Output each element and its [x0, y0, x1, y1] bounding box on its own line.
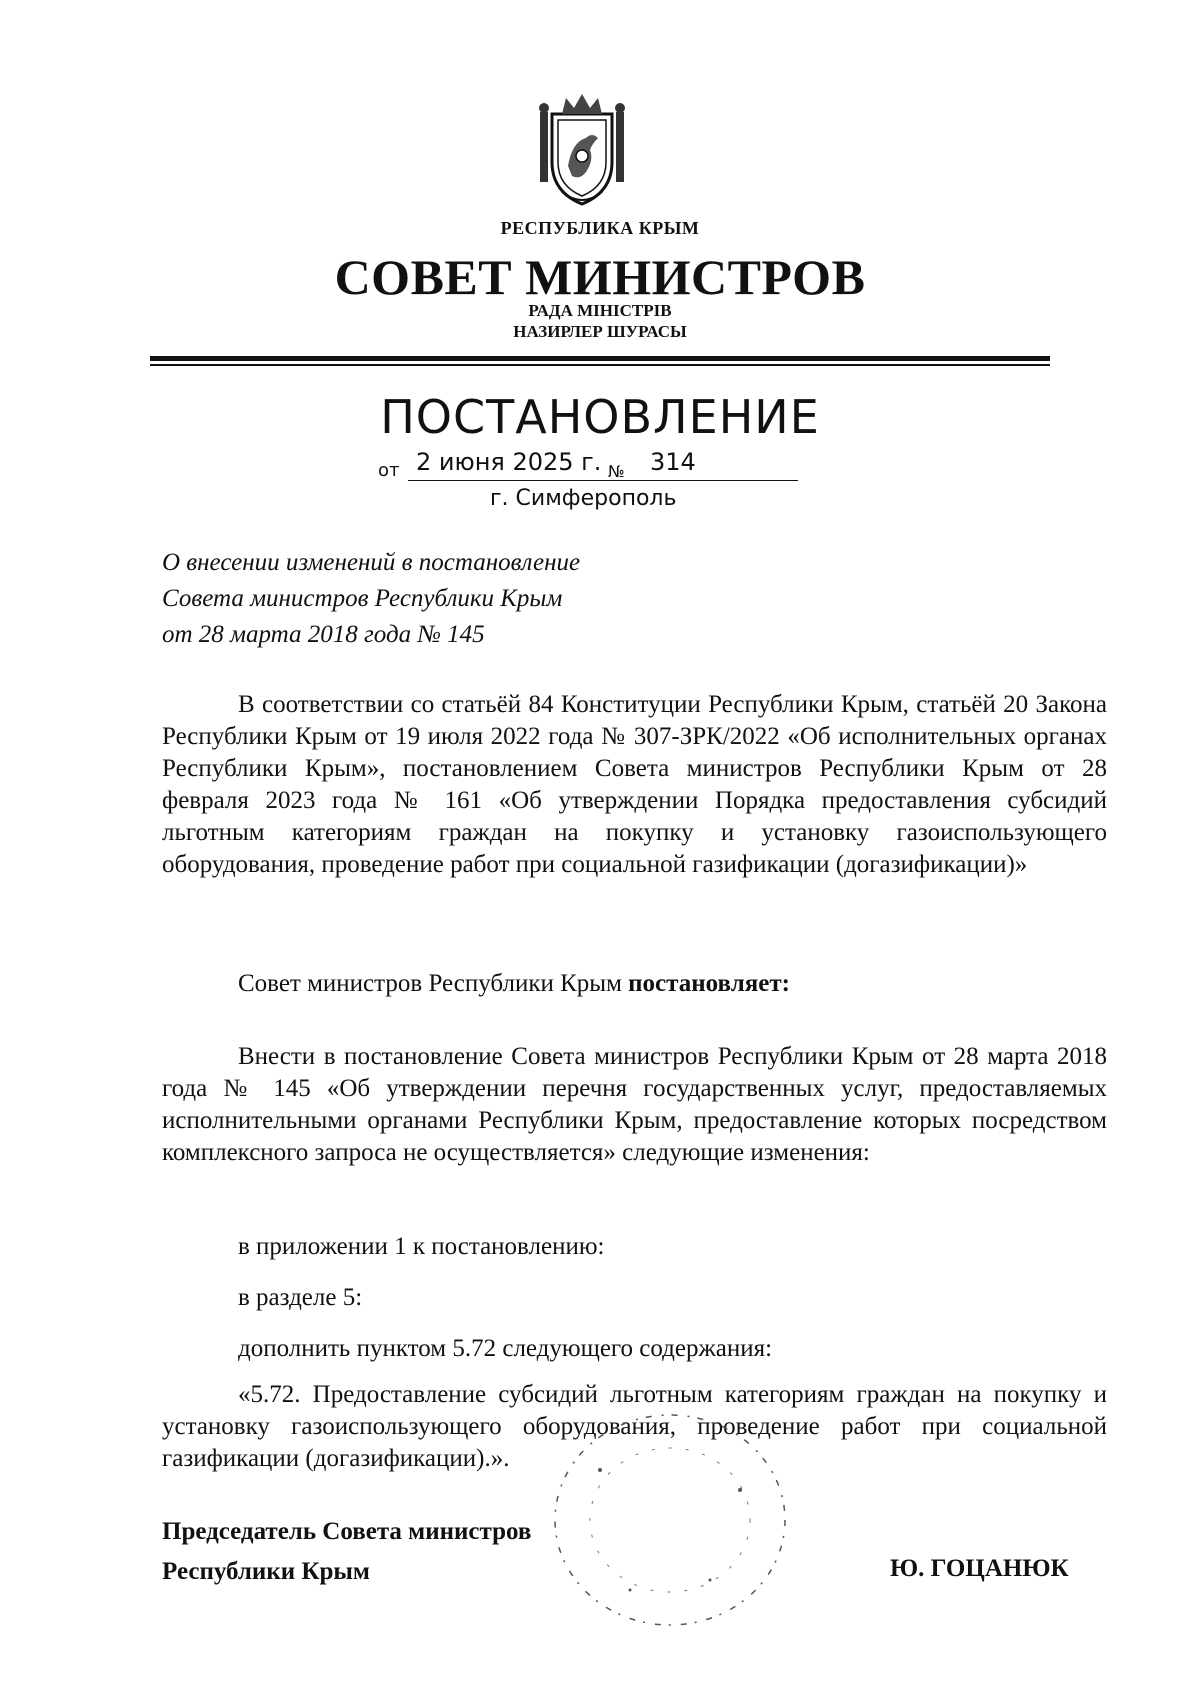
decree-city: г. Симферополь: [490, 486, 677, 511]
date-underline: [408, 480, 798, 481]
subject-line-3: от 28 марта 2018 года № 145: [162, 621, 485, 648]
council-name-crimean-tatar: НАЗИРЛЕР ШУРАСЫ: [513, 322, 687, 341]
signatory-name: Ю. ГОЦАНЮК: [890, 1555, 1069, 1582]
amendment-item-section: в разделе 5:: [238, 1284, 363, 1311]
resolves-keyword: постановляет:: [628, 970, 790, 997]
date-prefix: от: [378, 460, 400, 481]
council-name-ukrainian: РАДА МІНІСТРІВ: [528, 301, 672, 320]
amendment-item-annex: в приложении 1 к постановлению:: [238, 1233, 605, 1260]
signatory-position-line-1: Председатель Совета министров: [162, 1518, 532, 1545]
amendment-text: Внести в постановление Совета министров Республики Крым от 28 марта 2018 года № 145 «Об утверждении перечня государственных услуг, предоставляемых исполнительными органами Республики Крым, предоставление которых посредством комплексного запроса не осуществляется» следующие изменения:: [162, 1043, 1107, 1166]
coat-of-arms-icon: [532, 92, 632, 212]
subject-line-1: О внесении изменений в постановление: [162, 549, 581, 576]
header-divider-thick: [150, 356, 1050, 361]
amendment-paragraph: [162, 1041, 1107, 1169]
new-point-text: «5.72. Предоставление субсидий льготным категориям граждан на покупку и установку газоиспользующего оборудования, проведение работ при социальной газификации (догазификации).».: [162, 1381, 1107, 1472]
official-seal-stamp: [540, 1400, 800, 1640]
header-divider-thin: [150, 364, 1050, 366]
amendment-item-add-point: дополнить пунктом 5.72 следующего содержания:: [238, 1335, 773, 1362]
decree-number: 314: [650, 448, 696, 476]
council-name: СОВЕТ МИНИСТРОВ: [334, 249, 866, 305]
number-sign: №: [608, 462, 625, 481]
preamble-text: В соответствии со статьёй 84 Конституции Республики Крым, статьёй 20 Закона Республики Крым от 19 июля 2022 года № 307-ЗРК/2022 «Об исполнительных органах Республики Крым», постановлением Совета министров Республики Крым от 28 февраля 2023 года № 161 «Об утверждении Порядка предоставления субсидий льготным категориям граждан на покупку и установку газоиспользующего оборудования, проведение работ при социальной газификации (догазификации)»: [162, 691, 1107, 878]
document-type-title: ПОСТАНОВЛЕНИЕ: [380, 390, 820, 444]
decree-subject: [162, 545, 580, 653]
preamble-paragraph: [162, 689, 1107, 881]
decree-date: 2 июня 2025 г.: [416, 448, 602, 476]
signatory-position: [162, 1512, 531, 1592]
resolves-text: Совет министров Республики Крым: [238, 970, 629, 997]
republic-name: РЕСПУБЛИКА КРЫМ: [500, 218, 700, 238]
subject-line-2: Совета министров Республики Крым: [162, 585, 563, 612]
resolves-paragraph: [162, 968, 1107, 1000]
decree-date-number-line: [378, 448, 798, 484]
signatory-position-line-2: Республики Крым: [162, 1558, 370, 1585]
